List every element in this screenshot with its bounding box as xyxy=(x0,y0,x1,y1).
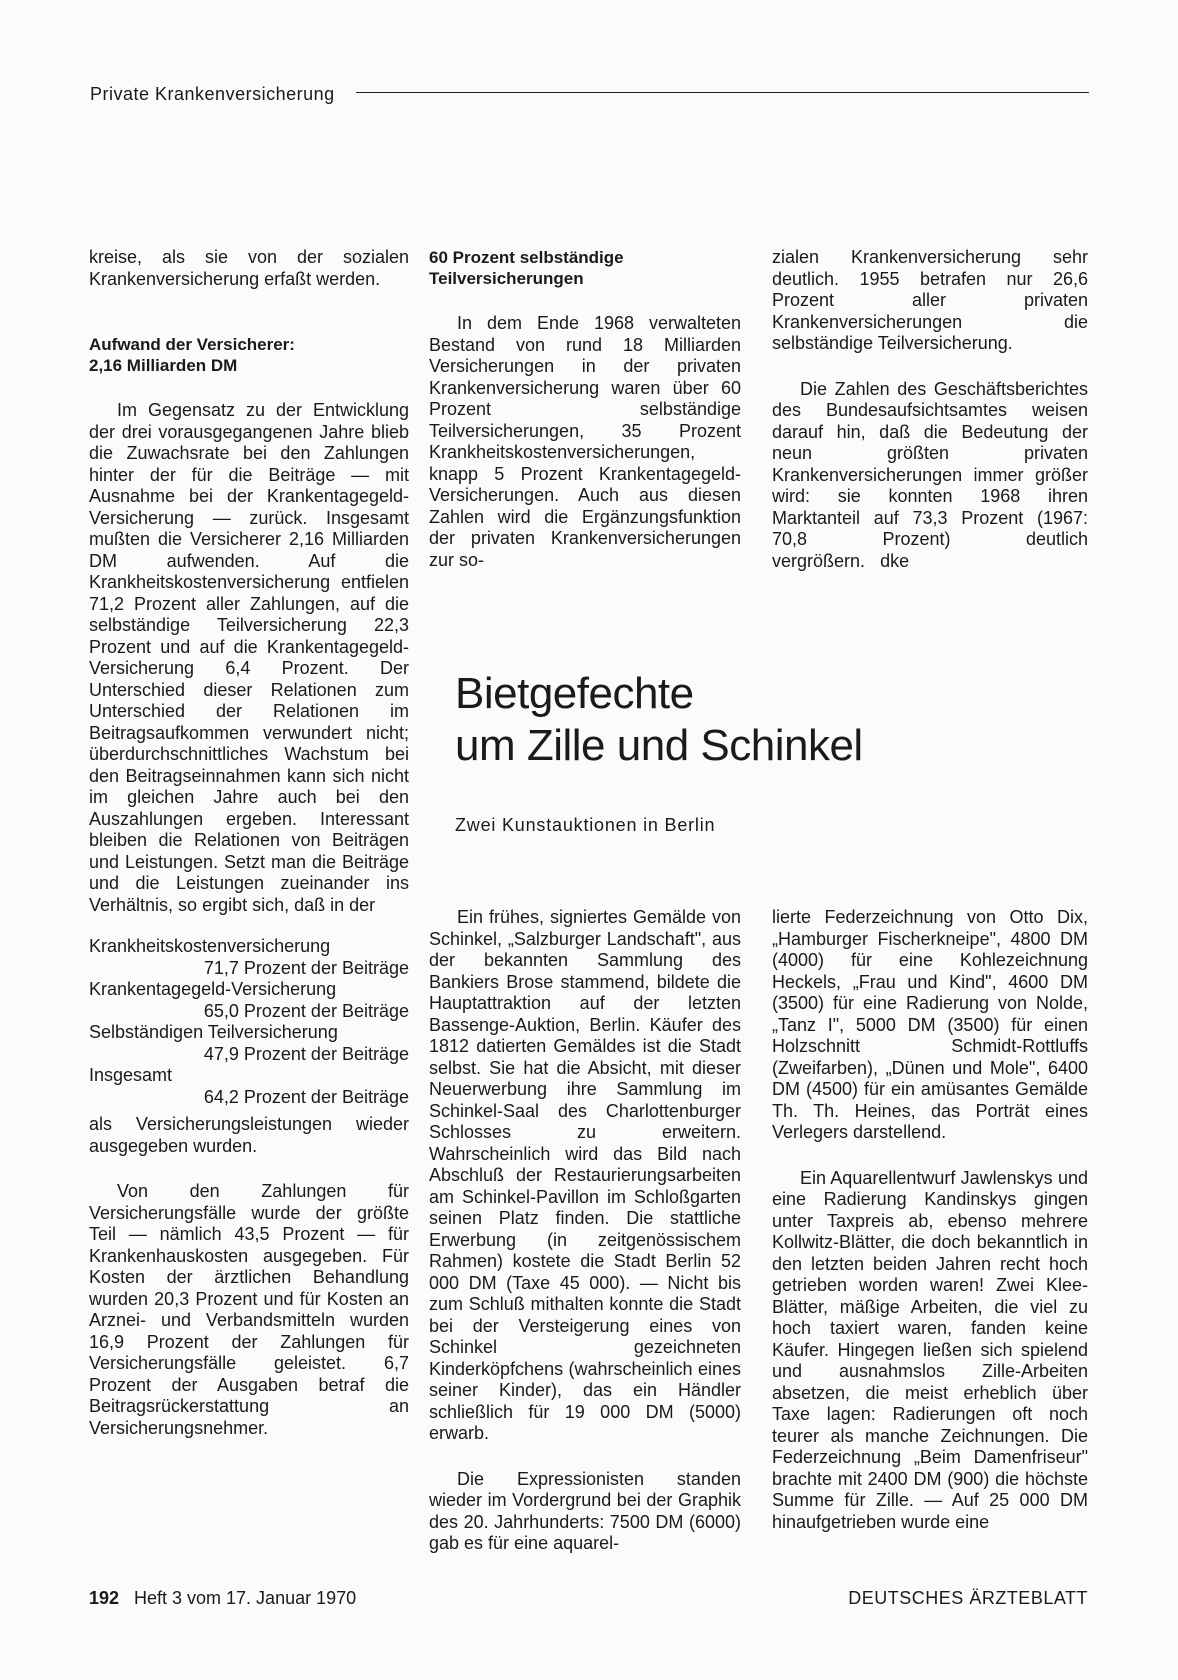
paragraph: Ein Aquarellentwurf Jawlenskys und eine Radierung Kandinskys gingen unter Taxpreis ab, ebenso mehrere Kollwitz-Blätter, die doch bekanntlich in den letzten beiden Jahren recht hoch getrieben worden waren! Zwei Klee-Blätter, mäßige Arbeiten, die viel zu hoch taxiert waren, fanden keine Käufer. Hingegen ließen sich spielend und ausnahmslos Zille-Arbeiten absetzen, die meist erheblich über Taxe lagen: Radierungen oft noch teurer als manche Zeichnungen. Die Federzeichnung „Beim Damenfriseur" brachte mit 2400 DM (900) die höchste Summe für Zille. — Auf 25 000 DM hinaufgetrieben wurde eine xyxy=(772,1167,1088,1532)
section-heading-line: Teilversicherungen xyxy=(429,269,584,288)
column-3-top xyxy=(772,247,1088,572)
paragraph: Von den Zahlungen für Versicherungsfälle wurde der größte Teil — nämlich 43,5 Prozent — für Krankenhauskosten ausgegeben. Für Kosten der ärztlichen Behandlung wurden 20,3 Prozent und für Kosten an Arznei- und Verbandsmitteln wurden 16,9 Prozent der Zahlungen für Versicherungsfälle geleistet. 6,7 Prozent der Ausgaben betraf die Beitragsrückerstattung an Versicherungsnehmer. xyxy=(89,1181,409,1438)
page-number: 192 xyxy=(89,1588,120,1608)
paragraph: In dem Ende 1968 verwalteten Bestand von rund 18 Milliarden Versicherungen in der privaten Krankenversicherung waren über 60 Prozent selbständige Teilversicherungen, 35 Prozent Krankheitskostenversicherungen, knapp 5 Prozent Krankentagegeld-Versicherungen. Auch aus diesen Zahlen wird die Ergänzungsfunktion der privaten Krankenversicherungen zur so- xyxy=(429,313,741,570)
section-heading-line: 2,16 Milliarden DM xyxy=(89,356,238,375)
paragraph-text: Die Zahlen des Geschäftsberichtes des Bundesaufsichtsamtes weisen darauf hin, daß die Bedeutung der neun größten privaten Krankenversicherungen immer größer wird: sie konnten 1968 ihren Marktanteil auf 73,3 Prozent (1967: 70,8 Prozent) deutlich vergrößern. xyxy=(772,378,1088,571)
header-rule xyxy=(356,92,1089,93)
column-2-bottom xyxy=(429,907,741,1555)
article-title-line: um Zille und Schinkel xyxy=(455,721,863,770)
stat-value: 47,9 Prozent der Beiträge xyxy=(203,1043,409,1064)
article-title xyxy=(455,668,1055,772)
paragraph: Ein frühes, signiertes Gemälde von Schinkel, „Salzburger Landschaft", aus der bekannten Sammlung des Bankiers Brose stammend, bildete die Hauptattraktion auf der letzten Bassenge-Auktion, Berlin. Käufer des 1812 datierten Gemäldes ist die Stadt selbst. Sie hat die Absicht, mit dieser Neuerwerbung ihre Sammlung im Schinkel-Saal des Charlottenburger Schlosses zu erweitern. Wahrscheinlich wird das Bild nach Abschluß der Restaurierungsarbeiten am Schinkel-Pavillon im Schloßgarten seinen Platz finden. Die stattliche Erwerbung (in zeitgenössischem Rahmen) kostete die Stadt Berlin 52 000 DM (Taxe 45 000). — Nicht bis zum Schluß mithalten konnte die Stadt bei der Versteigerung eines von Schinkel gezeichneten Kinderköpfchens (wahrscheinlich eines seiner Kinder), das ein Händler schließlich für 19 000 DM (5000) erwarb. xyxy=(429,907,741,1443)
stat-label: Insgesamt xyxy=(89,1065,173,1085)
paragraph: lierte Federzeichnung von Otto Dix, „Hamburger Fischerkneipe", 4800 DM (4000) für eine Kohlezeichnung Heckels, „Frau und Kind", 4600 DM (3500) für eine Radierung von Nolde, „Tanz I", 5000 DM (3500) für einen Holzschnitt Schmidt-Rottluffs (Zweifarben), „Dünen und Mole", 6400 DM (4500) für ein amüsantes Gemälde Th. Th. Heines, das Porträt eines Verlegers darstellend. xyxy=(772,907,1088,1142)
paragraph: kreise, als sie von der sozialen Krankenversicherung erfaßt werden. xyxy=(89,247,409,289)
issue-info: Heft 3 vom 17. Januar 1970 xyxy=(134,1588,357,1608)
column-1 xyxy=(89,247,409,1439)
stat-value: 65,0 Prozent der Beiträge xyxy=(203,1000,409,1021)
paragraph: Die Expressionisten standen wieder im Vordergrund bei der Graphik des 20. Jahrhunderts: 7500 DM (6000) gab es für eine aquarel- xyxy=(429,1468,741,1553)
statistics-list xyxy=(89,936,409,1108)
stat-value: 64,2 Prozent der Beiträge xyxy=(203,1086,409,1107)
author-signature: dke xyxy=(880,550,910,571)
section-heading-line: 60 Prozent selbständige xyxy=(429,248,624,267)
article-title-line: Bietgefechte xyxy=(455,669,694,718)
journal-name: DEUTSCHES ÄRZTEBLATT xyxy=(848,1588,1088,1608)
stat-value: 71,7 Prozent der Beiträge xyxy=(203,957,409,978)
paragraph: zialen Krankenversicherung sehr deutlich. 1955 betrafen nur 26,6 Prozent aller privaten Krankenversicherungen die selbständige Teilversicherung. xyxy=(772,247,1088,353)
column-2-top xyxy=(429,247,741,571)
section-heading-line: Aufwand der Versicherer: xyxy=(89,335,295,354)
paragraph: Im Gegensatz zu der Entwicklung der drei vorausgegangenen Jahre blieb die Zuwachsrate bei den Zahlungen hinter der für die Beiträge — mit Ausnahme bei der Krankentagegeld-Versicherung — zurück. Insgesamt mußten die Versicherer 2,16 Milliarden DM aufwenden. Auf die Krankheitskostenversicherung entfielen 71,2 Prozent aller Zahlungen, auf die selbständige Teilversicherung 22,3 Prozent und auf die Krankentagegeld-Versicherung 6,4 Prozent. Der Unterschied dieser Relationen zum Unterschied der Relationen im Beitragsaufkommen verwundert nicht; überdurchschnittliches Wachstum bei den Beitragseinnahmen kann sich nicht im gleichen Jahre auch bei den Auszahlungen ergeben. Interessant bleiben die Relationen von Beiträgen und Leistungen. Setzt man die Beiträge und die Leistungen zueinander ins Verhältnis, so ergibt sich, daß in der xyxy=(89,400,409,915)
paragraph xyxy=(772,379,1088,573)
column-3-bottom xyxy=(772,907,1088,1533)
paragraph: als Versicherungsleistungen wieder ausgegeben wurden. xyxy=(89,1114,409,1156)
stat-label: Selbständigen Teilversicherung xyxy=(89,1022,338,1042)
section-title: Private Krankenversicherung xyxy=(90,84,335,104)
article-subtitle: Zwei Kunstauktionen in Berlin xyxy=(455,815,716,835)
stat-label: Krankentagegeld-Versicherung xyxy=(89,979,337,999)
stat-label: Krankheitskostenversicherung xyxy=(89,936,331,956)
